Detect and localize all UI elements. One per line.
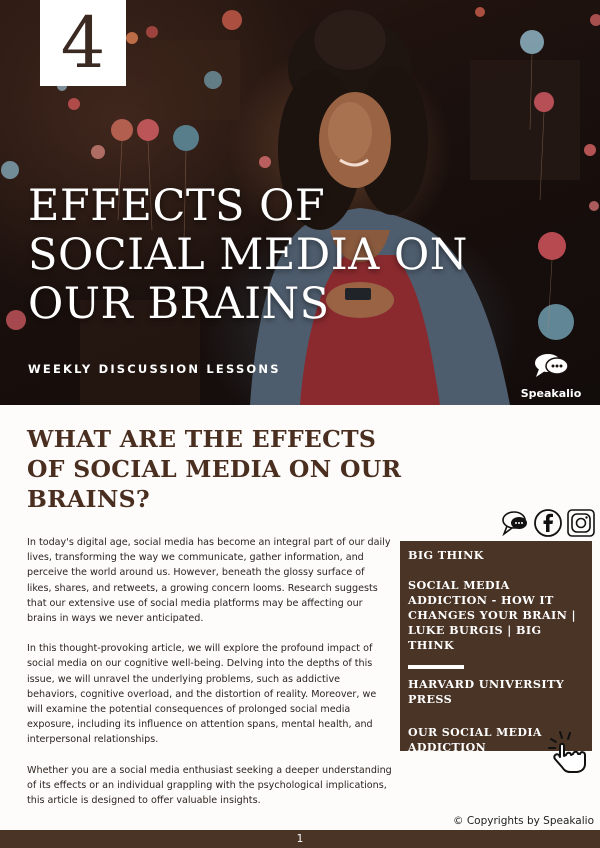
article-heading: WHAT ARE THE EFFECTS OF SOCIAL MEDIA ON OUR BRAINS?	[27, 425, 402, 513]
paragraph-intro: In today's digital age, social media has become an integral part of our daily lives, transforming the way we communicate, gather information, and perceive the world around us. However, beneath the glossy surface of likes, shares, and retweets, a growing concern looms. Research suggests that our extensive use of social media platforms may be affecting our brains in ways we never anticipated.	[27, 537, 391, 625]
brand-name: Speakalio	[520, 387, 582, 400]
resource-link-big-think[interactable]: BIG THINK	[408, 548, 484, 562]
copyright-notice: © Copyrights by Speakalio	[453, 815, 594, 827]
resources-sidebar	[400, 541, 592, 754]
facebook-icon[interactable]	[533, 508, 563, 538]
brand-logo	[510, 350, 592, 401]
hero-subtitle: WEEKLY DISCUSSION LESSONS	[28, 362, 281, 376]
chapter-number: 4	[60, 2, 106, 84]
social-icons	[500, 508, 596, 540]
chapter-badge	[40, 0, 126, 86]
paragraph-explore: In this thought-provoking article, we will explore the profound impact of social media on our cognitive well-being. Delving into the depths of this issue, we will unravel the underlying problems, such as addictive behaviors, cognitive overload, and the distortion of reality. Moreover, we will examine the potential consequences of prolonged social media exposure, including its influence on attention spans, mental health, and interpersonal relationships.	[27, 643, 377, 746]
paragraph-closing: Whether you are a social media enthusiast seeking a deeper understanding of its effects or an individual grappling with the psychological implications, this article is designed to offer valuable insights.	[27, 764, 392, 807]
hand-tap-icon	[546, 728, 592, 774]
resource-link-harvard[interactable]: HARVARD UNIVERSITY PRESS	[408, 677, 565, 706]
hero-title: EFFECTS OF SOCIAL MEDIA ON OUR BRAINS	[28, 181, 468, 329]
page-number: 1	[296, 833, 304, 845]
speech-bubble-icon[interactable]	[500, 508, 530, 538]
instagram-icon[interactable]	[566, 508, 596, 538]
hero-banner	[0, 0, 600, 405]
resource-link-video[interactable]: SOCIAL MEDIA ADDICTION - HOW IT CHANGES YOUR BRAIN | LUKE BURGIS | BIG THINK	[408, 578, 576, 652]
sidebar-divider	[408, 665, 464, 669]
speakalio-logo-icon	[531, 350, 571, 380]
footer-bar	[0, 830, 600, 848]
resource-link-addiction[interactable]: OUR SOCIAL MEDIA ADDICTION	[408, 726, 542, 754]
article-body	[27, 535, 392, 823]
